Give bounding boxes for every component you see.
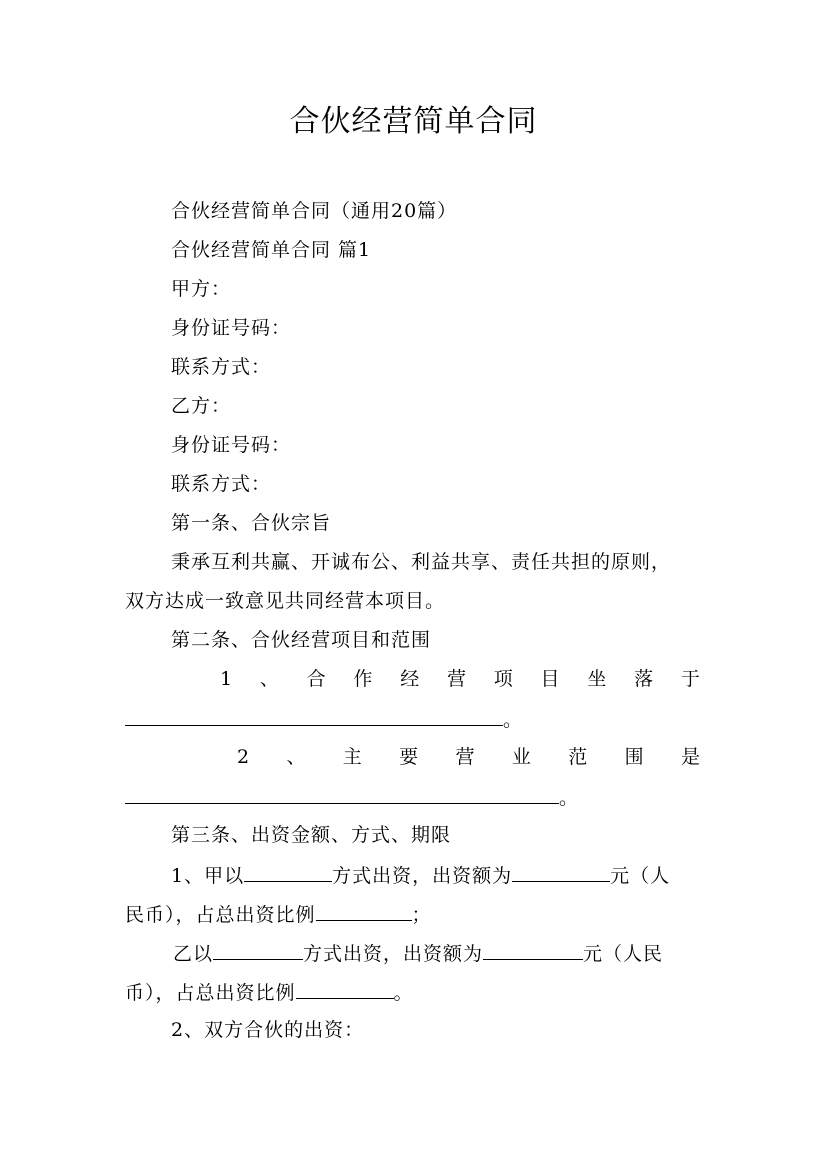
article-1-text: 秉承互利共赢、开诚布公、利益共享、责任共担的原则， (171, 551, 672, 573)
scope-blank[interactable] (125, 781, 559, 804)
period: 。 (503, 709, 524, 731)
char-token: 、 (286, 746, 307, 768)
char-token: 营 (455, 746, 476, 768)
method-blank[interactable] (244, 859, 332, 882)
amount-blank[interactable] (512, 859, 610, 882)
char-token: 业 (511, 746, 532, 768)
party-a-contact-label: 联系方式： (171, 356, 272, 378)
article-3-heading: 第三条、出资金额、方式、期限 (171, 824, 452, 846)
text-segment: 1、甲以 (171, 865, 245, 887)
text-segment: ； (411, 904, 432, 926)
period: 。 (559, 787, 580, 809)
party-b-contribution-cont (125, 976, 701, 1008)
text-segment: 元（人民 (583, 943, 664, 965)
ratio-blank[interactable] (296, 976, 394, 999)
char-token: 1 (220, 668, 234, 690)
char-token: 2 (237, 746, 251, 768)
document-title: 合伙经营简单合同 (289, 104, 538, 139)
article-1-heading: 第一条、合伙宗旨 (171, 512, 332, 534)
text-segment: 民币），占总出资比例 (125, 904, 316, 926)
party-a-label: 甲方： (171, 278, 232, 300)
char-token: 是 (680, 746, 701, 768)
party-a-id-label: 身份证号码： (171, 317, 292, 339)
method-blank[interactable] (213, 937, 303, 960)
char-token: 合 (306, 668, 327, 690)
text-segment: 乙以 (173, 943, 214, 965)
party-b-contribution (125, 937, 749, 969)
char-token: 要 (399, 746, 420, 768)
char-token: 营 (446, 668, 467, 690)
contribution-clause: 2、双方合伙的出资： (171, 1019, 365, 1041)
location-blank[interactable] (125, 703, 503, 726)
ratio-blank[interactable] (316, 898, 412, 921)
party-a-contribution-cont (125, 898, 701, 930)
char-token: 围 (624, 746, 645, 768)
amount-blank[interactable] (483, 937, 583, 960)
party-b-label: 乙方： (171, 395, 232, 417)
char-token: 目 (540, 668, 561, 690)
article-2-item-2 (125, 742, 701, 772)
section-heading: 合伙经营简单合同 篇1 (171, 239, 372, 261)
subtitle-line: 合伙经营简单合同（通用20篇） (171, 200, 458, 222)
text-segment: 方式出资，出资额为 (332, 865, 513, 887)
text-segment: 元（人 (610, 865, 671, 887)
char-token: 作 (353, 668, 374, 690)
location-blank-line (125, 703, 701, 735)
char-token: 项 (493, 668, 514, 690)
char-token: 经 (400, 668, 421, 690)
text-segment: 方式出资，出资额为 (303, 943, 484, 965)
text-segment: 。 (393, 982, 414, 1004)
party-b-contact-label: 联系方式： (171, 473, 272, 495)
scope-blank-line (125, 781, 701, 813)
char-token: 主 (342, 746, 363, 768)
text-segment: 币），占总出资比例 (125, 982, 296, 1004)
char-token: 范 (568, 746, 589, 768)
char-token: 坐 (587, 668, 608, 690)
party-a-contribution (125, 859, 747, 891)
party-b-id-label: 身份证号码： (171, 434, 292, 456)
char-token: 落 (634, 668, 655, 690)
article-1-text-cont: 双方达成一致意见共同经营本项目。 (125, 590, 446, 612)
article-2-heading: 第二条、合伙经营项目和范围 (171, 629, 432, 651)
article-2-item-1 (125, 664, 701, 694)
char-token: 、 (259, 668, 280, 690)
char-token: 于 (680, 668, 701, 690)
